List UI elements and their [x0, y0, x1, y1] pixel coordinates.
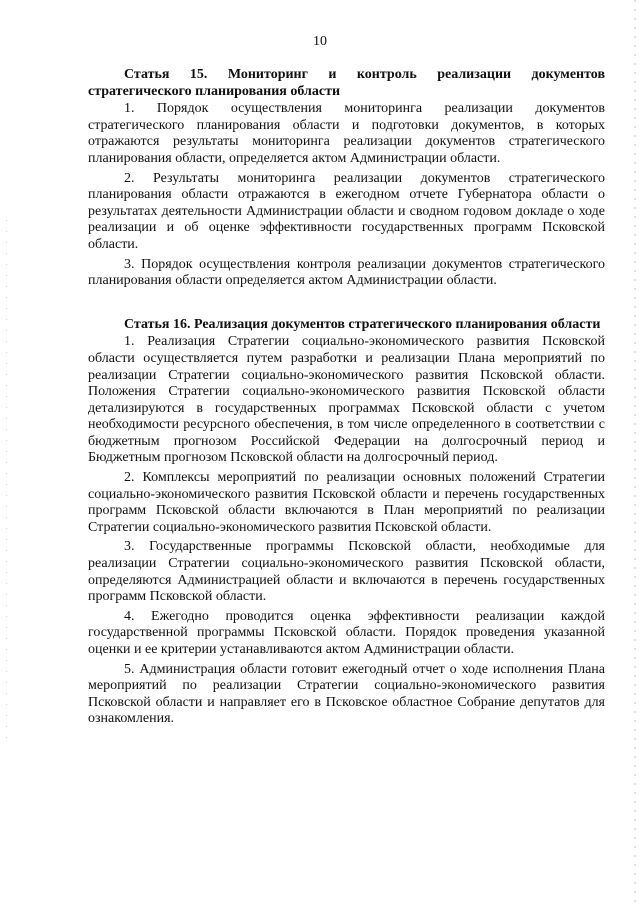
article-16-title: Статья 16. Реализация документов стратегического планирования области: [124, 316, 601, 332]
article-15-paragraph-2: 2. Результаты мониторинга реализации документов стратегического планирования области отражаются в ежегодном отчете Губернатора области о результатах деятельности Администрации области и сводном годовом докладе о ходе реализации и об оценке эффективности государственных программ Псковской области.: [88, 170, 605, 252]
document-body: [88, 67, 605, 731]
section-gap: [88, 293, 605, 317]
scan-left-marks: [6, 220, 7, 740]
article-15: [88, 67, 605, 290]
article-15-paragraph-1: 1. Порядок осуществления мониторинга реализации документов стратегического планирования области и подготовки документов, в которых отражаются результаты мониторинга реализации документов стратегического планирования области, определяется актом Администрации области.: [88, 101, 605, 166]
article-16-paragraph-4: 4. Ежегодно проводится оценка эффективности реализации каждой государственной программы Псковской области. Порядок проведения указанной оценки и ее критерии устанавливаются актом Администрации области.: [88, 608, 605, 657]
article-15-title: Статья 15. Мониторинг и контроль реализации документов стратегического планирования области: [88, 67, 605, 99]
article-16-paragraph-3: 3. Государственные программы Псковской области, необходимые для реализации Стратегии социально-экономического развития Псковской области, определяются Администрацией области и включаются в перечень государственных программ Псковской области.: [88, 539, 605, 605]
article-16: [88, 317, 605, 728]
article-16-paragraph-2: 2. Комплексы мероприятий по реализации основных положений Стратегии социально-экономического развития Псковской области и перечень государственных программ Псковской области включаются в План мероприятий по реализации Стратегии социально-экономического развития Псковской области.: [88, 470, 605, 535]
article-16-paragraph-1: 1. Реализация Стратегии социально-экономического развития Псковской области осуществляется путем разработки и реализации Плана мероприятий по реализации Стратегии социально-экономического развития Псковской области. Положения Стратегии социально-экономического развития Псковской области детализируются в государственных программах Псковской области с учетом необходимости ресурсного обеспечения, в том числе определенного в соответствии с бюджетным прогнозом Российской Федерации на долгосрочный период и Бюджетным прогнозом Псковской области на долгосрочный период.: [88, 334, 605, 466]
article-15-paragraph-3: 3. Порядок осуществления контроля реализации документов стратегического планирования области определяется актом Администрации области.: [88, 256, 605, 289]
scan-edge-marks: [634, 0, 636, 905]
page-number: 10: [313, 34, 327, 49]
article-16-paragraph-5: 5. Администрация области готовит ежегодный отчет о ходе исполнения Плана мероприятий по реализации Стратегии социально-экономического развития Псковской области и направляет его в Псковское областное Собрание депутатов для ознакомления.: [88, 661, 605, 727]
